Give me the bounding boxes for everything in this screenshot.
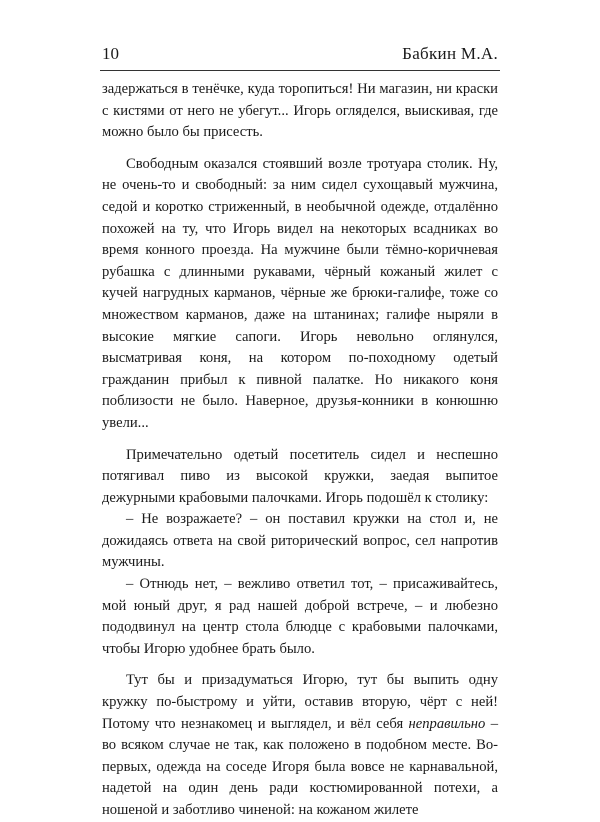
header-rule xyxy=(100,70,500,71)
page-number: 10 xyxy=(102,44,119,63)
paragraph-2: Свободным оказался стоявший возле тротуара столик. Ну, не очень-то и свободный: за ним сидел сухощавый мужчина, седой и коротко стриженный, в необычной одежде, отдалённо похожей на ту, что Игорь видел на некоторых всадниках во время конного проезда. На мужчине были тёмно-коричневая рубашка с длинными рукавами, чёрный кожаный жилет с кучей нагрудных карманов, чёрные же брюки-галифе, тоже со множеством карманов, даже на штанинах; галифе ныряли в высокие мягкие сапоги. Игорь невольно оглянулся, высматривая коня, на котором по-походному одетый гражданин прибыл к пивной палатке. Но никакого коня поблизости не было. Наверное, друзья-конники в конюшню увели... xyxy=(102,155,498,431)
paragraph-3: Примечательно одетый посетитель сидел и неспешно потягивал пиво из высокой кружки, заедая выпитое дежурными крабовыми палочками. Игорь подошёл к столику: xyxy=(102,446,498,506)
running-title-author: Бабкин М.А. xyxy=(402,44,498,63)
paragraph-last xyxy=(102,670,498,821)
italic-word: неправильно xyxy=(408,715,486,732)
body-text xyxy=(102,79,498,822)
page-header xyxy=(102,44,498,68)
paragraph-last-part-2: – во всяком случае не так, как положено в подобном месте. Во-первых, одежда на соседе Игоря была вовсе не карнавальной, надетой на один день ради костюмированной потехи, а ношеной и заботливо чиненой: на кожаном жилете xyxy=(102,715,498,818)
paragraph-dialogue-1: – Не возражаете? – он поставил кружки на стол и, не дожидаясь ответа на свой риторический вопрос, сел напротив мужчины. xyxy=(102,511,498,571)
paragraph-dialogue-2: – Отнюдь нет, – вежливо ответил тот, – присаживайтесь, мой юный друг, я рад нашей доброй встрече, – и любезно пододвинул на центр стола блюдце с крабовыми палочками, чтобы Игорю удобнее брать было. xyxy=(102,576,498,657)
paragraph-last-part-1: Тут бы и призадуматься Игорю, тут бы выпить одну кружку по-быстрому и уйти, оставив вторую, чёрт с ней! Потому что незнакомец и выглядел, и вёл себя xyxy=(102,672,498,732)
paragraph-1: задержаться в тенёчке, куда торопиться! Ни магазин, ни краски с кистями от него не убегут... Игорь огляделся, выискивая, где можно было бы присесть. xyxy=(102,81,498,141)
